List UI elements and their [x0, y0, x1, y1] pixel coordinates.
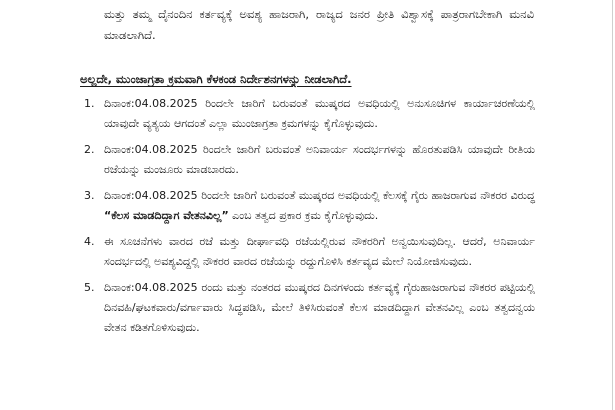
item-text: ಈ ಸೂಚನೆಗಳು ವಾರದ ರಜೆ ಮತ್ತು ದೀರ್ಘಾವಧಿ ರಜೆಯಲ್ಲಿರುವ ನೌಕರರಿಗೆ ಅನ್ವಯಿಸುವುದಿಲ್ಲ. ಆದರೆ, ಅನಿವಾರ್ಯ ಸಂದರ್ಭದಲ್ಲಿ ಅವಶ್ಯವಿದ್ದಲ್ಲಿ ನೌಕರರ ವಾರದ ರಜೆಯನ್ನು ರದ್ದುಗೊಳಿಸಿ ಕರ್ತವ್ಯದ ಮೇಲೆ ನಿಯೋಜಿಸುವುದು. [104, 235, 535, 268]
item-text: ದಿನಾಂಕ:04.08.2025 ರಿಂದಲೇ ಜಾರಿಗೆ ಬರುವಂತೆ ಮುಷ್ಕರದ ಅವಧಿಯಲ್ಲಿ ಅನುಸೂಚಿಗಳ ಕಾರ್ಯಾಚರಣೆಯಲ್ಲಿ ಯಾವುದೇ ವ್ಯತ್ಯಯ ಆಗದಂತೆ ಎಲ್ಲಾ ಮುಂಜಾಗ್ರತಾ ಕ್ರಮಗಳನ್ನು ಕೈಗೊಳ್ಳುವುದು. [104, 97, 535, 130]
intro-paragraph: ಮತ್ತು ತಮ್ಮ ದೈನಂದಿನ ಕರ್ತವ್ಯಕ್ಕೆ ಅವಶ್ಯ ಹಾಜರಾಗಿ, ರಾಜ್ಯದ ಜನರ ಪ್ರೀತಿ ವಿಶ್ವಾಸಕ್ಕೆ ಪಾತ್ರರಾಗಬೇಕಾಗಿ ಮನವಿ ಮಾಡಲಾಗಿದೆ. [104, 7, 534, 42]
item-text-emphasis: “ಕೆಲಸ ಮಾಡದಿದ್ದಾಗ ವೇತನವಿಲ್ಲ” [104, 209, 229, 222]
item-text-before: ದಿನಾಂಕ:04.08.2025 ರಿಂದಲೇ ಜಾರಿಗೆ ಬರುವಂತೆ ಮುಷ್ಕರದ ಅವಧಿಯಲ್ಲಿ ಕೆಲಸಕ್ಕೆ ಗೈರು ಹಾಜರಾಗುವ ನೌಕರರ ವಿರುದ್ಧ [104, 189, 535, 202]
item-number: 5. [84, 281, 95, 294]
item-text-after: ಎಂಬ ತತ್ವದ ಪ್ರಕಾರ ಕ್ರಮ ಕೈಗೊಳ್ಳುವುದು. [228, 209, 379, 222]
page-edge-divider [612, 0, 613, 410]
list-item [80, 140, 535, 180]
directives-heading: ಅಲ್ಲದೇ, ಮುಂಜಾಗ್ರತಾ ಕ್ರಮವಾಗಿ ಕೆಳಕಂಡ ನಿರ್ದೇಶನಗಳನ್ನು ನೀಡಲಾಗಿದೆ. [80, 72, 352, 86]
item-text [104, 186, 535, 226]
item-number: 2. [84, 143, 95, 156]
item-number: 4. [84, 235, 95, 248]
list-item [80, 186, 535, 226]
item-text: ದಿನಾಂಕ:04.08.2025 ರಿಂದಲೇ ಜಾರಿಗೆ ಬರುವಂತೆ ಅನಿವಾರ್ಯ ಸಂದರ್ಭಗಳನ್ನು ಹೊರತುಪಡಿಸಿ ಯಾವುದೇ ರೀತಿಯ ರಜೆಯನ್ನು ಮಂಜೂರು ಮಾಡಬಾರದು. [104, 143, 535, 176]
list-item [80, 278, 535, 338]
item-text: ದಿನಾಂಕ:04.08.2025 ರಂದು ಮತ್ತು ನಂತರದ ಮುಷ್ಕರದ ದಿನಗಳಂದು ಕರ್ತವ್ಯಕ್ಕೆ ಗೈರುಹಾಜರಾಗುವ ನೌಕರರ ಪಟ್ಟಿಯಲ್ಲಿ ದಿನವಹಿ/ಘಟಕವಾರು/ವರ್ಗಾವಾರು ಸಿದ್ಧಪಡಿಸಿ, ಮೇಲೆ ತಿಳಿಸಿರುವಂತೆ ಕೆಲಸ ಮಾಡದಿದ್ದಾಗ ವೇತನವಿಲ್ಲ ಎಂಬ ತತ್ವದನ್ವಯ ವೇತನ ಕಡಿತಗೊಳಿಸುವುದು. [104, 281, 535, 334]
item-number: 3. [84, 189, 95, 202]
list-item [80, 94, 535, 134]
directives-list [80, 94, 535, 344]
item-number: 1. [84, 97, 95, 110]
list-item [80, 232, 535, 272]
